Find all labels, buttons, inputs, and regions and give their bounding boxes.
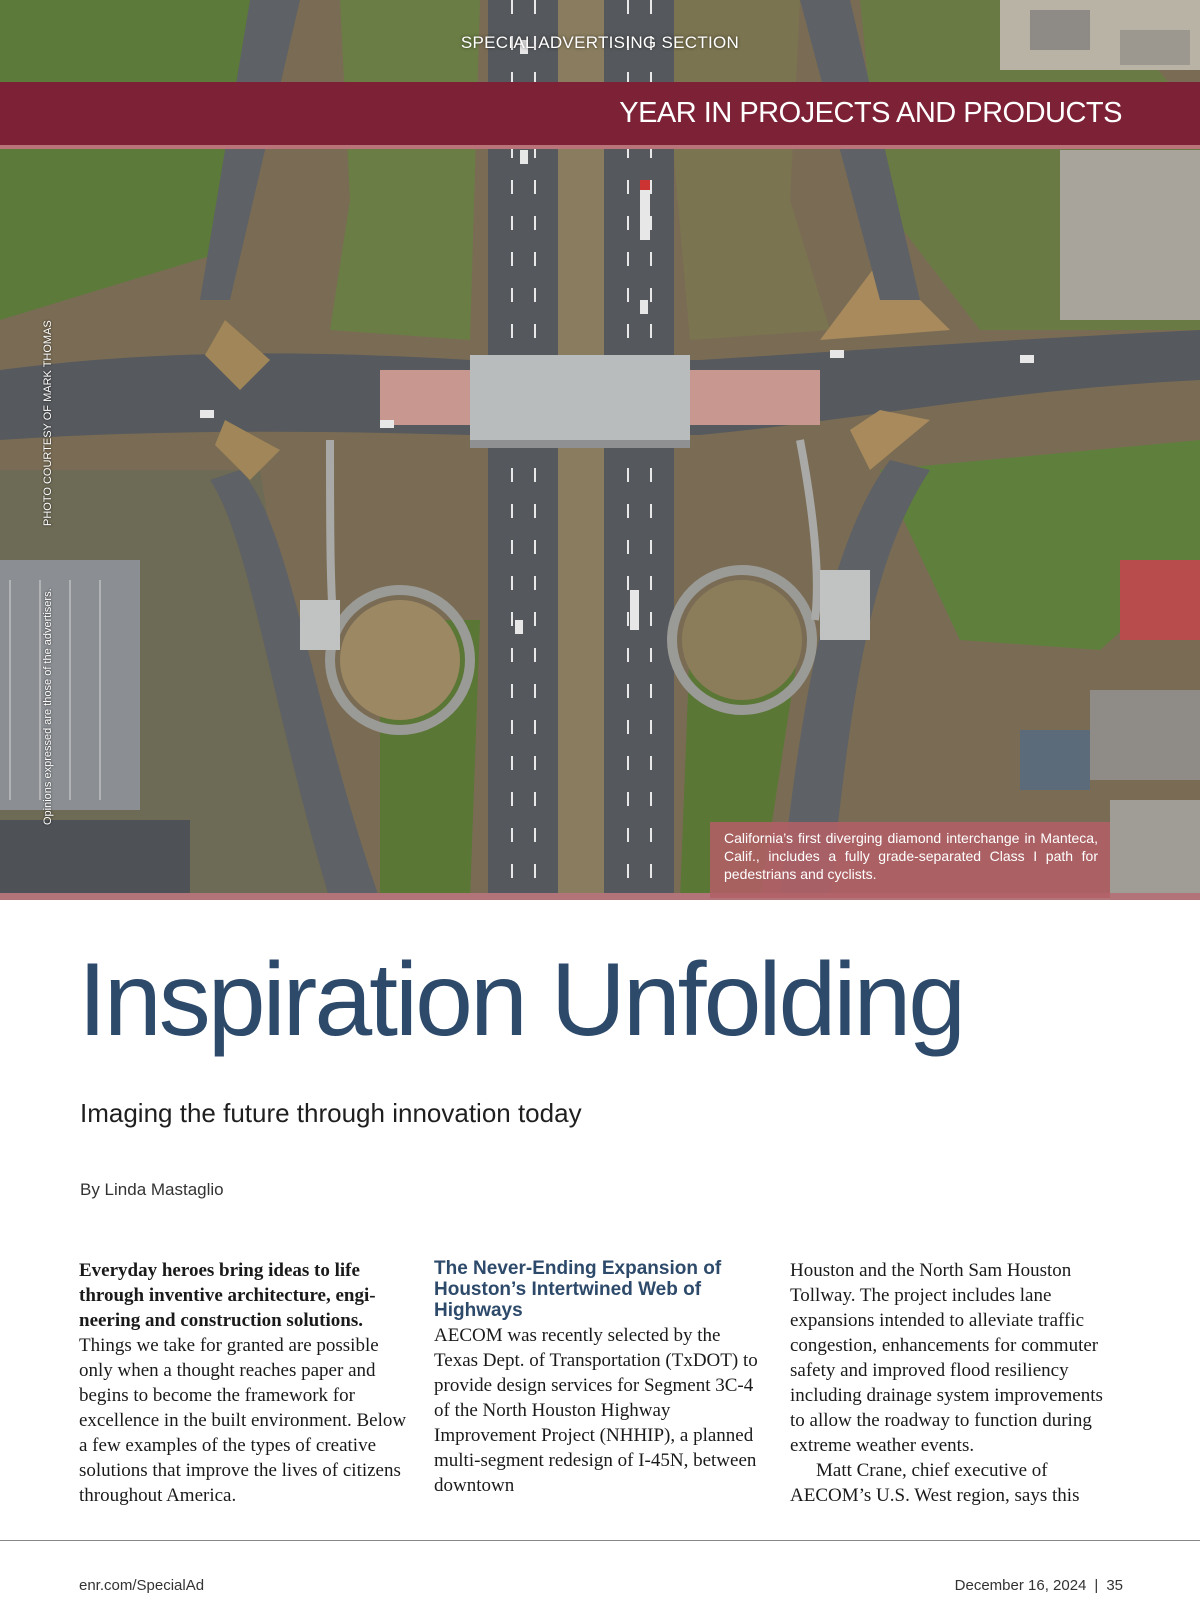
article-column-1 [79,1258,409,1508]
article-deck: Imaging the future through innovation today [80,1098,582,1128]
column-2-body: AECOM was recently selected by the Texas Dept. of Transportation (TxDOT) to provide design services for Segment 3C-4 of the North Houston Highway Improvement Project (NHHIP), a planned multi-segment redesign of I-45N, between downtown [434,1325,758,1496]
advertiser-disclaimer: Opinions expressed are those of the advertisers. [42,588,54,825]
lead-in-text: Everyday heroes bring ideas to life through inventive architecture, engineering and construction solutions. [79,1260,376,1331]
column-3-paragraph-2: Matt Crane, chief executive of AECOM’s U.S. West region, says this [790,1460,1080,1506]
column-3-paragraph-1: Houston and the North Sam Houston Tollway. The project includes lane expansions intended to alleviate traffic congestion, enhancements for commuter safety and improved flood resiliency including drainage system improvements to allow the roadway to function during extreme weather events. [790,1260,1103,1456]
footer-date-page [955,1577,1123,1594]
column-1-paragraph [79,1258,409,1508]
special-section-label: SPECIAL ADVERTISING SECTION [460,33,740,52]
section-banner [0,82,1200,149]
photo-caption: California’s first diverging diamond interchange in Manteca, Calif., includes a fully grade-separated Class I path for pedestrians and cyclists. [710,822,1110,898]
column-1-body: Things we take for granted are possible only when a thought reaches paper and begins to become the framework for excellence in the built environment. Below a few examples of the types of creative solutions that improve the lives of citizens throughout America. [79,1335,407,1506]
article-byline: By Linda Mastaglio [80,1180,224,1199]
section-subhead: The Never-Ending Expansion of Houston’s Intertwined Web of Highways [434,1258,722,1321]
footer-rule [0,1540,1200,1541]
article-column-2 [434,1258,764,1498]
photo-credit: PHOTO COURTESY OF MARK THOMAS [42,320,54,526]
footer-date: December 16, 2024 [954,1577,1087,1594]
article-column-3 [790,1258,1120,1508]
footer-url[interactable]: enr.com/SpecialAd [79,1577,205,1594]
article-headline: Inspiration Unfolding [78,942,964,1058]
banner-title: YEAR IN PROJECTS AND PRODUCTS [619,97,1122,129]
footer-separator: | [1094,1577,1099,1594]
page-number: 35 [1106,1577,1123,1594]
